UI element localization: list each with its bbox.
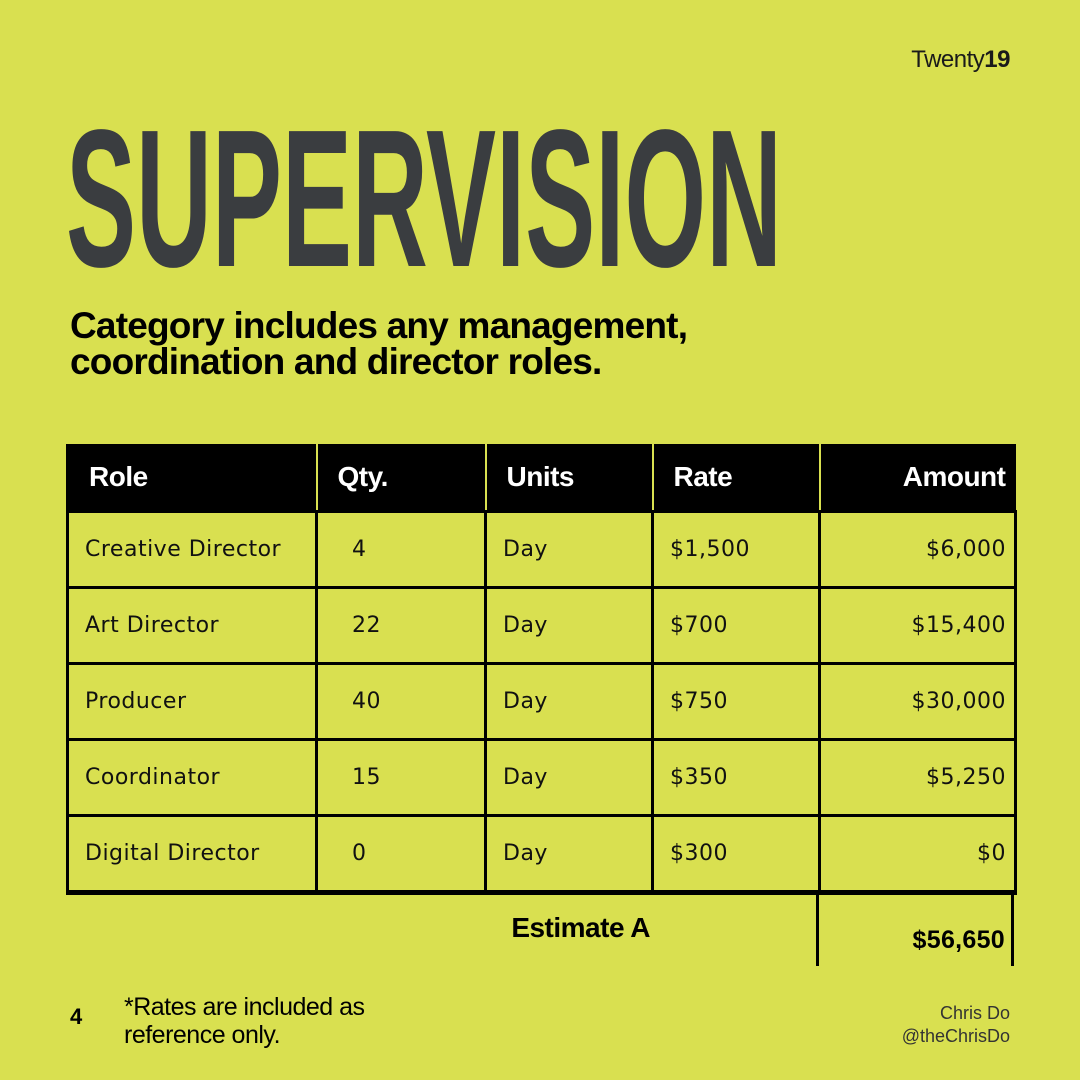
- cell-rate: $350: [653, 740, 820, 816]
- cell-qty: 4: [317, 512, 486, 588]
- cell-units: Day: [486, 512, 653, 588]
- header-qty: Qty.: [317, 444, 486, 512]
- table-row: [68, 740, 1016, 816]
- cell-units: Day: [486, 816, 653, 893]
- header-amount: Amount: [820, 444, 1016, 512]
- cell-units: Day: [486, 740, 653, 816]
- author-credit: [902, 1002, 1010, 1048]
- page-number: 4: [70, 1004, 83, 1029]
- cell-amount: $6,000: [820, 512, 1016, 588]
- estimate-summary: [66, 890, 1014, 966]
- cell-qty: 22: [317, 588, 486, 664]
- cell-qty: 0: [317, 816, 486, 893]
- cell-qty: 15: [317, 740, 486, 816]
- cell-amount: $5,250: [820, 740, 1016, 816]
- cell-role: Producer: [68, 664, 317, 740]
- page-title-text: SUPERVISION: [66, 89, 782, 274]
- header-role: Role: [68, 444, 317, 512]
- cell-amount: $30,000: [820, 664, 1016, 740]
- page-title: [66, 64, 786, 274]
- table-row: [68, 664, 1016, 740]
- cell-role: Art Director: [68, 588, 317, 664]
- cell-units: Day: [486, 664, 653, 740]
- budget-table: [66, 444, 1017, 895]
- table-row: [68, 816, 1016, 893]
- cell-amount: $0: [820, 816, 1016, 893]
- cell-role: Coordinator: [68, 740, 317, 816]
- brand-prefix: Twenty: [911, 46, 985, 73]
- author-handle: @theChrisDo: [901, 1026, 1010, 1046]
- estimate-divider: [816, 890, 819, 966]
- cell-qty: 40: [317, 664, 486, 740]
- brand-suffix: 19: [984, 46, 1010, 73]
- cell-rate: $300: [653, 816, 820, 893]
- header-rate: Rate: [653, 444, 820, 512]
- estimate-divider-right: [1011, 890, 1014, 966]
- brand-wordmark: [911, 46, 1010, 74]
- cell-units: Day: [486, 588, 653, 664]
- cell-rate: $700: [653, 588, 820, 664]
- table-row: [68, 512, 1016, 588]
- header-units: Units: [486, 444, 653, 512]
- cell-rate: $750: [653, 664, 820, 740]
- estimate-label: Estimate A: [511, 912, 650, 943]
- subtitle: Category includes any management, coordination and director roles.: [70, 305, 688, 382]
- cell-role: Creative Director: [68, 512, 317, 588]
- footnote: *Rates are included as reference only.: [124, 993, 365, 1049]
- author-name: Chris Do: [939, 1003, 1010, 1023]
- table-row: [68, 588, 1016, 664]
- estimate-total: $56,650: [912, 926, 1005, 954]
- cell-role: Digital Director: [68, 816, 317, 893]
- table-header-row: [68, 444, 1016, 512]
- cell-amount: $15,400: [820, 588, 1016, 664]
- cell-rate: $1,500: [653, 512, 820, 588]
